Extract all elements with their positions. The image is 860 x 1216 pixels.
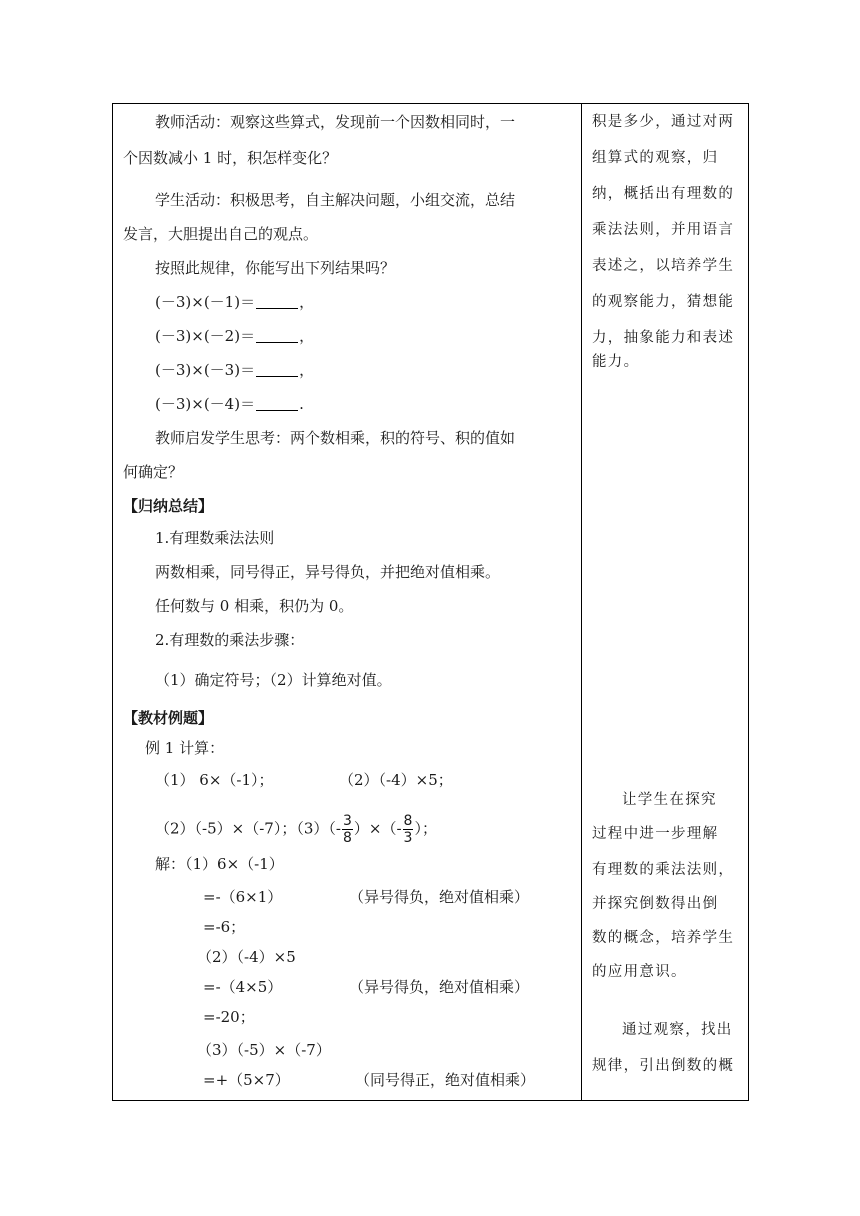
side-note-2-line-3: 有理数的乘法法则，	[592, 862, 735, 878]
equation-3	[155, 360, 314, 380]
side-note-3-line-1: 通过观察，找出	[622, 1022, 733, 1038]
fraction-denominator: 8	[342, 830, 352, 846]
equation-2	[155, 326, 314, 346]
inspire-line-2: 何确定？	[123, 463, 184, 481]
side-note-1-line-6: 的观察能力，猜想能	[592, 294, 735, 310]
solution-1-note: （异号得负，绝对值相乘）	[349, 888, 530, 906]
side-note-2-line-5: 数的概念，培养学生	[592, 930, 735, 946]
lesson-table	[112, 103, 749, 1101]
side-note-2-line-1: 让学生在探究	[622, 792, 717, 808]
side-note-1-line-1: 积是多少，通过对两	[592, 114, 735, 130]
equation-2-text: (－3)×(－2)＝	[155, 327, 256, 345]
fraction-numerator: 3	[342, 813, 352, 829]
fraction-3-8	[342, 813, 353, 846]
equation-3-end: ，	[299, 361, 315, 379]
solution-2-note: （异号得负，绝对值相乘）	[349, 978, 530, 996]
equation-1	[155, 292, 314, 312]
solution-1-step-1: =-（6×1）	[203, 888, 283, 906]
student-activity-line-1: 学生活动：积极思考，自主解决问题，小组交流，总结	[155, 191, 516, 209]
answer-blank	[256, 293, 298, 309]
rule-title: 1.有理数乘法法则	[155, 529, 275, 547]
equation-4	[155, 394, 304, 414]
inspire-line-1: 教师启发学生思考：两个数相乘，积的符号、积的值如	[155, 429, 516, 447]
side-note-2-line-2: 过程中进一步理解	[592, 826, 719, 842]
follow-rule-question: 按照此规律，你能写出下列结果吗？	[155, 259, 396, 277]
fraction-denominator: 3	[403, 830, 413, 846]
side-note-1-line-2: 组算式的观察，归	[592, 150, 719, 166]
teacher-activity-line-2: 个因数减小 1 时，积怎样变化？	[123, 149, 338, 167]
side-note-1-line-5: 表述之，以培养学生	[592, 258, 735, 274]
student-activity-line-2: 发言，大胆提出自己的观点。	[123, 225, 319, 243]
solution-label: 解：（1）6×（-1）	[155, 855, 284, 873]
problem-1: （1） 6×（-1）；	[155, 771, 274, 789]
answer-blank	[256, 395, 298, 411]
solution-3-head: （3）（-5）×（-7）	[197, 1041, 331, 1059]
solution-2-step-2: =-20；	[203, 1008, 255, 1026]
fraction-8-3	[403, 813, 414, 846]
rule-line-1: 两数相乘，同号得正，异号得负，并把绝对值相乘。	[155, 563, 501, 581]
equation-4-end: .	[299, 395, 304, 413]
summary-heading: 【归纳总结】	[123, 497, 214, 515]
side-note-1-line-3: 纳，概括出有理数的	[592, 186, 735, 202]
equation-1-text: (－3)×(－1)＝	[155, 293, 256, 311]
problem-row-2-mid: ）×（-	[353, 819, 402, 838]
steps-line: （1）确定符号；（2）计算绝对值。	[155, 671, 392, 689]
side-note-3-line-2: 规律，引出倒数的概	[592, 1058, 735, 1074]
equation-4-text: (－3)×(－4)＝	[155, 395, 256, 413]
side-note-1-line-8: 能力。	[592, 354, 640, 370]
problem-2: （2）（-4）×5；	[339, 771, 453, 789]
steps-title: 2.有理数的乘法步骤：	[155, 631, 305, 649]
solution-1-step-2: =-6；	[203, 918, 246, 936]
side-note-2-line-6: 的应用意识。	[592, 964, 687, 980]
example-title: 例 1 计算：	[145, 739, 225, 757]
solution-2-head: （2）（-4）×5	[197, 948, 296, 966]
example-heading: 【教材例题】	[123, 709, 214, 727]
problem-row-2-start: （2）（-5）×（-7）；（3）（-	[155, 819, 341, 838]
rule-line-2: 任何数与 0 相乘，积仍为 0。	[155, 597, 354, 615]
solution-3-note: （同号得正，绝对值相乘）	[355, 1071, 536, 1089]
side-note-2-line-4: 并探究倒数得出倒	[592, 896, 719, 912]
equation-1-end: ，	[299, 293, 315, 311]
design-intent-column	[582, 104, 748, 1100]
answer-blank	[256, 327, 298, 343]
side-note-1-line-4: 乘法法则，并用语言	[592, 222, 735, 238]
solution-2-step-1: =-（4×5）	[203, 978, 283, 996]
teacher-activity-line-1: 教师活动：观察这些算式，发现前一个因数相同时，一	[155, 113, 516, 131]
equation-3-text: (－3)×(－3)＝	[155, 361, 256, 379]
problem-row-2-end: ）；	[414, 819, 437, 838]
teaching-content-column	[113, 104, 581, 1100]
answer-blank	[256, 361, 298, 377]
fraction-numerator: 8	[403, 813, 413, 829]
side-note-1-line-7: 力，抽象能力和表述	[592, 330, 735, 346]
problem-row-2	[155, 813, 437, 846]
solution-3-step-1: =+（5×7）	[203, 1071, 290, 1089]
equation-2-end: ，	[299, 327, 315, 345]
